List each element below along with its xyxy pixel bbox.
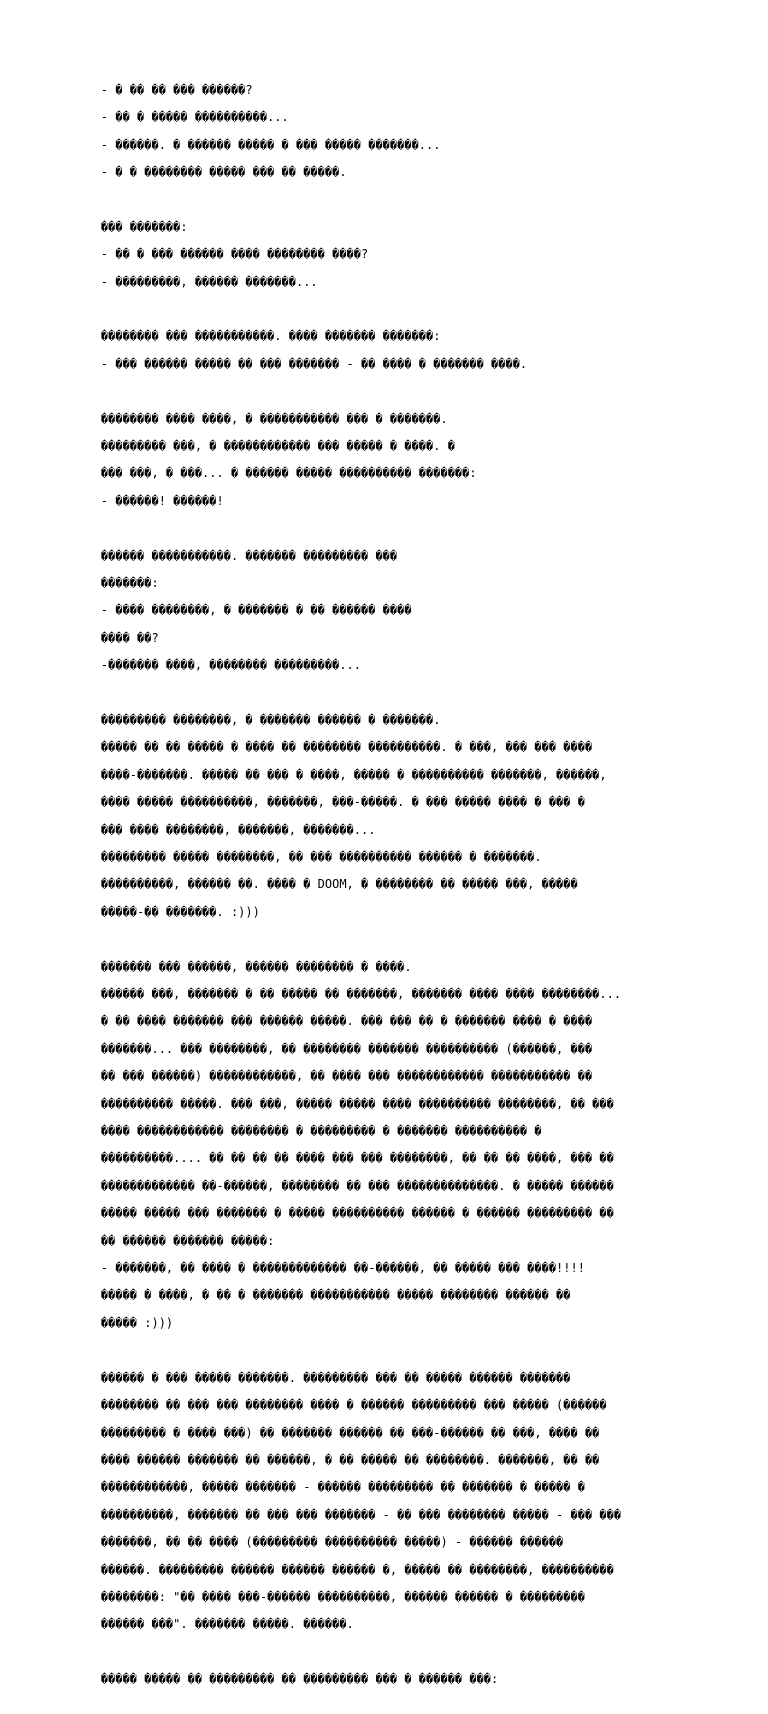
text-line: ����� ����� �� ��������� �� ��������� ��� � ������ ���: bbox=[100, 1672, 499, 1687]
text-line: - �� � ��� ������ ���� �������� ����? bbox=[100, 247, 369, 262]
text-line: ��������� ��������, � ������� ������ � �������. bbox=[100, 712, 441, 727]
text-line: ������ ���". ������� �����. ������. bbox=[100, 1617, 354, 1632]
paragraph-9 bbox=[72, 1659, 732, 1700]
text-line: �������� ��� �����������. ���� ������� �������: bbox=[100, 329, 441, 344]
text-line: ��������� ���, � ������������ ��� ����� � ����. � bbox=[100, 438, 455, 453]
text-line: ������������� ��-������, �������� �� ��� ��������������. � ����� ������ bbox=[100, 1178, 614, 1193]
text-line: ������ � ��� ����� �������. ��������� ��� �� ����� ������ ������� bbox=[100, 1370, 571, 1385]
text-line: �������� �� ��� ��� �������� ���� � ������ ��������� ��� ����� (������ bbox=[100, 1398, 607, 1413]
paragraph-2 bbox=[72, 207, 732, 303]
text-line: ������ ���, ������� � �� ����� �� �������, ������� ���� ���� ��������... bbox=[100, 987, 622, 1002]
text-line: ����-�������. ����� �� ��� � ����, ����� � ���������� �������, ������, bbox=[100, 767, 607, 782]
text-line: - ��� ������ ����� �� ��� ������� - �� ���� � ������� ����. bbox=[100, 356, 528, 371]
text-line: ����� �� �� ����� � ���� �� �������� ����������. � ���, ��� ��� ���� bbox=[100, 740, 593, 755]
text-line: ����� � ����, � �� � ������� ����������� ����� �������� ������ �� bbox=[100, 1288, 571, 1303]
document-page bbox=[72, 70, 732, 1714]
text-line: ���� ����� ����������, �������, ���-�����. � ��� ����� ���� � ��� � bbox=[100, 795, 585, 810]
text-line: ��� �������: bbox=[100, 219, 188, 234]
text-line: �������� ���� ����, � ����������� ��� � �������. bbox=[100, 411, 448, 426]
text-line: �������, �� �� ���� (��������� ���������� �����) - ������ ������ bbox=[100, 1535, 564, 1550]
text-line: - ������! ������! bbox=[100, 493, 224, 508]
text-line: - � �� �� ��� ������? bbox=[100, 82, 253, 97]
text-line: - �������, �� ���� � ������������� ��-������, �� ����� ��� ����!!!! bbox=[100, 1261, 585, 1276]
text-line: ����������, ������� �� ��� ��� ������� - �� ��� �������� ����� - ��� ��� bbox=[100, 1507, 622, 1522]
text-line: � �� ���� ������� ��� ������ �����. ��� ��� �� � ������� ���� � ���� bbox=[100, 1014, 593, 1029]
text-line: - � � �������� ����� ��� �� �����. bbox=[100, 164, 347, 179]
text-line: ������ �����������. ������� ��������� ��� bbox=[100, 548, 398, 563]
text-line: ��������: "�� ���� ���-������ ����������, ������ ������ � ��������� bbox=[100, 1589, 585, 1604]
text-line: ������������, ����� ������� - ������ ��������� �� ������� � ����� � bbox=[100, 1480, 585, 1495]
text-line: ��������� � ���� ���) �� ������� ������ �� ���-������ �� ���, ���� �� bbox=[100, 1425, 600, 1440]
paragraph-1 bbox=[72, 70, 732, 193]
paragraph-8 bbox=[72, 1358, 732, 1646]
text-line: - ���� ��������, � ������� � �� ������ ���� bbox=[100, 603, 412, 618]
text-line: �� ��� ������) ������������, �� ���� ��� ������������ ����������� �� bbox=[100, 1069, 593, 1084]
text-line: ���� ������������ �������� � ��������� � ������� ���������� � bbox=[100, 1124, 542, 1139]
text-line: �����-�� �������. :))) bbox=[100, 904, 260, 919]
text-line: ����������.... �� �� �� �� ���� ��� ��� ��������, �� �� �� ����, ��� �� bbox=[100, 1151, 614, 1166]
text-line: - �� � ����� ����������... bbox=[100, 110, 289, 125]
paragraph-5 bbox=[72, 536, 732, 687]
text-line: ���������� �����. ��� ���, ����� ����� ���� ���������� ��������, �� ��� bbox=[100, 1096, 614, 1111]
text-line: -������� ����, �������� ���������... bbox=[100, 658, 361, 673]
text-line: - ������. � ������ ����� � ��� ����� �������... bbox=[100, 137, 441, 152]
text-line: - ���������, ������ �������... bbox=[100, 274, 318, 289]
text-line: ��� ���� ��������, �������, �������... bbox=[100, 822, 376, 837]
text-line: ������� ��� ������, ������ �������� � ����. bbox=[100, 959, 412, 974]
text-line: ����� ����� ��� ������� � ����� ���������� ������ � ������ ��������� �� bbox=[100, 1206, 614, 1221]
text-line: �������: bbox=[100, 575, 159, 590]
paragraph-6 bbox=[72, 700, 732, 933]
text-line: �������... ��� ��������, �� �������� ������� ���������� (������, ��� bbox=[100, 1041, 593, 1056]
text-line: ����� :))) bbox=[100, 1315, 174, 1330]
paragraph-3 bbox=[72, 317, 732, 386]
text-line: ����������, ������ ��. ���� � DOOM, � �������� �� ����� ���, ����� bbox=[100, 877, 578, 892]
text-line: ���� ������ ������� �� ������, � �� ����� �� ��������. �������, �� �� bbox=[100, 1452, 600, 1467]
paragraph-4 bbox=[72, 399, 732, 522]
text-line: ��������� ����� ��������, �� ��� ���������� ������ � �������. bbox=[100, 850, 542, 864]
text-line: �� ������ ������� �����: bbox=[100, 1233, 275, 1248]
text-line: ������. ��������� ������ ������ ������ �, ����� �� ��������, ���������� bbox=[100, 1562, 614, 1577]
text-line: ��� ���, � ���... � ������ ����� ���������� �������: bbox=[100, 466, 477, 481]
paragraph-7 bbox=[72, 947, 732, 1344]
text-line: ���� ��? bbox=[100, 630, 159, 645]
